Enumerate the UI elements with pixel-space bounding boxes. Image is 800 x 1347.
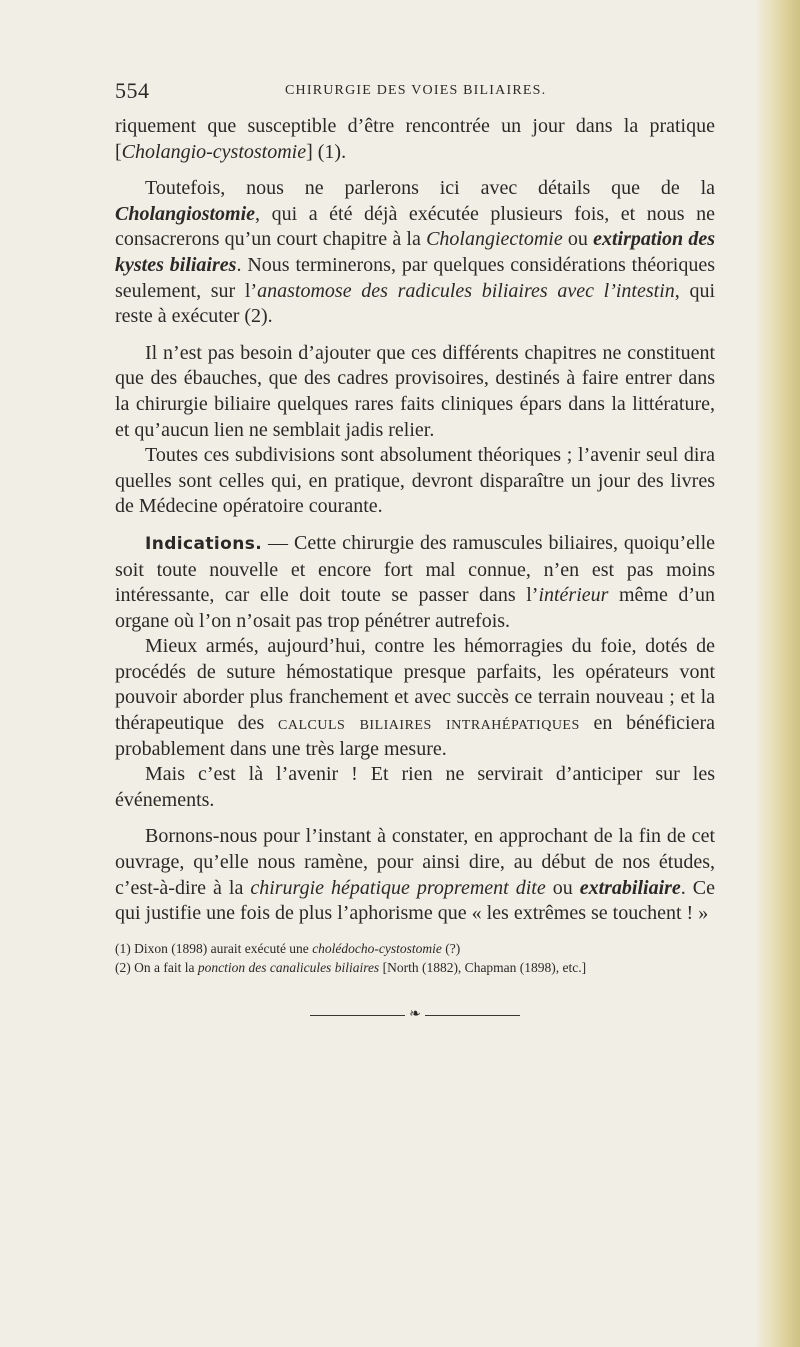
end-ornament	[310, 1006, 520, 1022]
book-page	[115, 78, 715, 1021]
footnote-2: (2) On a fait la ponction des canalicules biliaires [North (1882), Chapman (1898), etc.]	[115, 959, 587, 975]
page-number: 554	[115, 78, 150, 103]
footnote-1: (1) Dixon (1898) aurait exécuté une cholédocho-cystostomie (?)	[115, 940, 461, 956]
paragraph-3: Il n’est pas besoin d’ajouter que ces différents chapitres ne constituent que des ébauches, que des cadres provisoires, destinés à faire entrer dans la chirurgie biliaire quelques rares faits cliniques épars dans la littérature, et qu’aucun lien ne semblait jadis relier.	[115, 341, 715, 441]
paragraph-8: Bornons-nous pour l’instant à constater, en approchant de la fin de cet ouvrage, qu’elle nous ramène, pour ainsi dire, au début de nos études, c’est-à-dire à la chirurgie hépatique proprement dite ou extrabiliaire. Ce qui justifie une fois de plus l’aphorisme que « les extrêmes se touchent ! »	[115, 825, 716, 925]
ornament-rule-left	[310, 1015, 405, 1016]
footnotes	[115, 939, 715, 977]
paragraph-6: Mieux armés, aujourd’hui, contre les hémorragies du foie, dotés de procédés de suture hémostatique presque parfaits, les opérateurs vont pouvoir aborder plus franchement et avec succès ce terrain nouveau ; et la thérapeutique des calculs biliaires intrahépatiques en bénéficiera probablement dans une très large mesure.	[115, 635, 716, 760]
paragraph-5: Indications. — Cette chirurgie des ramuscules biliaires, quoiqu’elle soit toute nouvelle et encore fort mal connue, n’en est pas moins intéressante, car elle doit toute se passer dans l’intérieur même d’un organe où l’on n’osait pas trop pénétrer autrefois.	[115, 531, 715, 632]
page-header	[115, 78, 715, 106]
page-edge-shadow	[754, 0, 800, 1347]
ornament-rule-right	[425, 1015, 520, 1016]
paragraph-4: Toutes ces subdivisions sont absolument théoriques ; l’avenir seul dira quelles sont celles qui, en pratique, devront disparaître un jour des livres de Médecine opératoire courante.	[115, 444, 715, 518]
fleuron-icon: ❧	[409, 1006, 421, 1022]
section-heading-indications: Indications.	[145, 533, 263, 554]
paragraph-2: Toutefois, nous ne parlerons ici avec détails que de la Cholangiostomie, qui a été déjà exécutée plusieurs fois, et nous ne consacrerons qu’un court chapitre à la Cholangiectomie ou extirpation des kystes biliaires. Nous terminerons, par quelques considérations théoriques seulement, sur l’anastomose des radicules biliaires avec l’intestin, qui reste à exécuter (2).	[115, 177, 716, 328]
paragraph-1: riquement que susceptible d’être rencontrée un jour dans la pratique [Cholangio-cystostomie] (1).	[115, 115, 715, 163]
running-title: CHIRURGIE DES VOIES BILIAIRES.	[285, 83, 547, 98]
paragraph-7: Mais c’est là l’avenir ! Et rien ne servirait d’anticiper sur les événements.	[115, 763, 715, 811]
